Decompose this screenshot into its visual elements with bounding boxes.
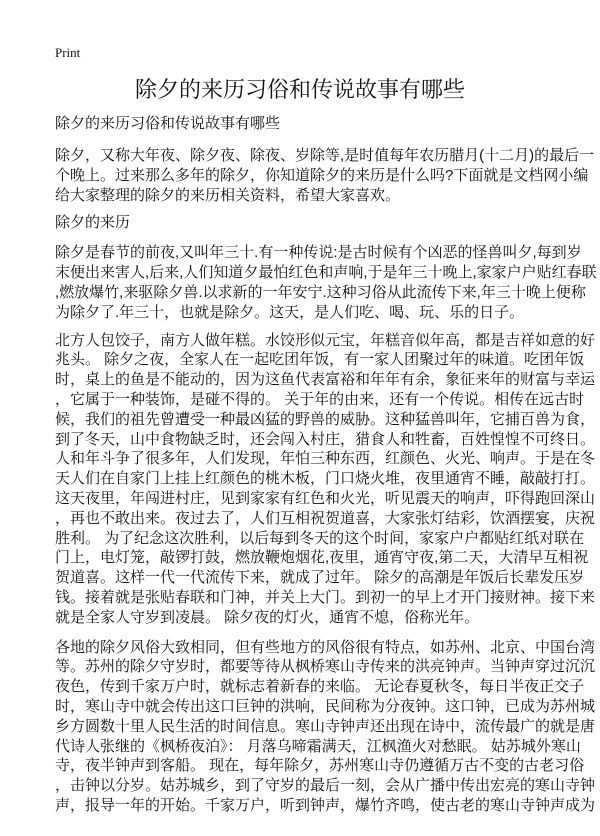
text-line: ，击钟以分岁。姑苏城乡，到了守岁的最后一刻，会从广播中传出宏亮的寒山寺钟 bbox=[55, 777, 596, 795]
text-line: 代诗人张继的《枫桥夜泊》： 月落乌啼霜满天，江枫渔火对愁眠。 姑苏城外寒山 bbox=[55, 737, 581, 755]
text-line: 北方人包饺子，南方人做年糕。水饺形似元宝，年糕音似年高，都是吉祥如意的好 bbox=[55, 331, 596, 349]
text-line: 时，寒山寺中就会传出这口巨钟的洪响，民间称为分夜钟。这口钟，已成为苏州城 bbox=[55, 697, 596, 715]
text-line: 这天夜里，年闯进村庄，见到家家有红色和火光，听见震天的响声，吓得跑回深山 bbox=[55, 489, 596, 507]
text-line: 各地的除夕风俗大致相同，但有些地方的风俗很有特点，如苏州、北京、中国台湾 bbox=[55, 638, 596, 656]
text-line: ,燃放爆竹,来驱除夕兽.以求新的一年安宁.这种习俗从此流传下来,年三十晚上便称 bbox=[55, 283, 586, 301]
text-line: 门上，电灯笼，敲锣打鼓，燃放鞭炮烟花,夜里，通宵守夜,第二天，大清早互相祝 bbox=[55, 549, 589, 567]
text-line: 就是全家人守岁到凌晨。 除夕夜的灯火，通宵不熄，俗称光年。 bbox=[55, 608, 480, 626]
text-line: 候，我们的祖先曾遭受一种最凶猛的野兽的威胁。这种猛兽叫年，它捕百兽为食， bbox=[55, 410, 596, 428]
text-line: 天人们在自家门上挂上红颜色的桃木板，门口烧火堆，夜里通宵不睡，敲敲打打。 bbox=[55, 470, 596, 488]
text-line: 人和年斗争了很多年，人们发现，年怕三种东西，红颜色、火光、响声。于是在冬 bbox=[55, 450, 596, 468]
text-line: 除夕，又称大年夜、除夕夜、除夜、岁除等,是时值每年农历腊月(十二月)的最后一 bbox=[55, 147, 595, 164]
text-line: 到了冬天，山中食物缺乏时，还会闯入村庄，猎食人和牲畜，百姓惶惶不可终日。 bbox=[55, 430, 596, 448]
text-line: 等。苏州的除夕守岁时，都要等待从枫桥寒山寺传来的洪亮钟声。当钟声穿过沉沉 bbox=[55, 658, 596, 676]
text-line: 声，报导一年的开始。千家万户，听到钟声，爆竹齐鸣，使古老的寒山寺钟声成为 bbox=[55, 796, 596, 814]
intro-paragraph bbox=[55, 146, 600, 205]
text-line: 寺，夜半钟声到客船。 现在，每年除夕，苏州寒山寺仍遵循万古不变的古老习俗 bbox=[55, 757, 585, 775]
subtitle: 除夕的来历习俗和传说故事有哪些 bbox=[55, 115, 281, 132]
print-label: Print bbox=[55, 45, 81, 60]
text-line: 乡方圆数十里人民生活的时间信息。寒山寺钟声还出现在诗中，流传最广的就是唐 bbox=[55, 717, 596, 735]
section-heading: 除夕的来历 bbox=[55, 214, 131, 232]
page-title: 除夕的来历习俗和传说故事有哪些 bbox=[134, 77, 465, 102]
text-line: 个晚上。过来那么多年的除夕，你知道除夕的来历是什么吗?下面就是文档网小编 bbox=[55, 166, 589, 184]
text-line: 给大家整理的除夕的来历相关资料，希望大家喜欢。 bbox=[55, 186, 401, 204]
text-line: 钱。接着就是张贴春联和门神，并关上大门。到初一的早上才开门接财神。接下来 bbox=[55, 588, 596, 606]
text-line: 末便出来害人,后来,人们知道夕最怕红色和声响,于是年三十晚上,家家户户贴红春联 bbox=[55, 264, 597, 282]
text-line: ，再也不敢出来。夜过去了，人们互相祝贺道喜，大家张灯结彩，饮酒摆宴，庆祝 bbox=[55, 509, 596, 527]
customs-paragraph bbox=[55, 331, 600, 628]
text-line: 夜色，传到千家万户时，就标志着新春的来临。 无论春夏秋冬，每日半夜正交子 bbox=[55, 678, 585, 696]
text-line: 贺道喜。这样一代一代流传下来，就成了过年。 除夕的高潮是年饭后长辈发压岁 bbox=[55, 569, 585, 587]
text-line: 时，桌上的鱼是不能动的，因为这鱼代表富裕和年年有余，象征来年的财富与幸运 bbox=[55, 371, 596, 389]
text-line: ，它属于一种装饰，是碰不得的。 关于年的由来，还有一个传说。相传在远古时 bbox=[55, 390, 585, 408]
origin-paragraph bbox=[55, 243, 600, 322]
text-line: 胜利。 为了纪念这次胜利，以后每到冬天的这个时间，家家户户都贴红纸对联在 bbox=[55, 529, 585, 547]
regional-customs-paragraph bbox=[55, 638, 600, 816]
text-line: 除夕是春节的前夜,又叫年三十.有一种传说:是古时候有个凶恶的怪兽叫夕,每到岁 bbox=[55, 244, 582, 262]
text-line: 兆头。 除夕之夜，全家人在一起吃团年饭，有一家人团聚过年的味道。吃团年饭 bbox=[55, 351, 585, 369]
text-line: 为除夕了.年三十，也就是除夕。这天，是人们吃、喝、玩、乐的日子。 bbox=[55, 303, 525, 321]
